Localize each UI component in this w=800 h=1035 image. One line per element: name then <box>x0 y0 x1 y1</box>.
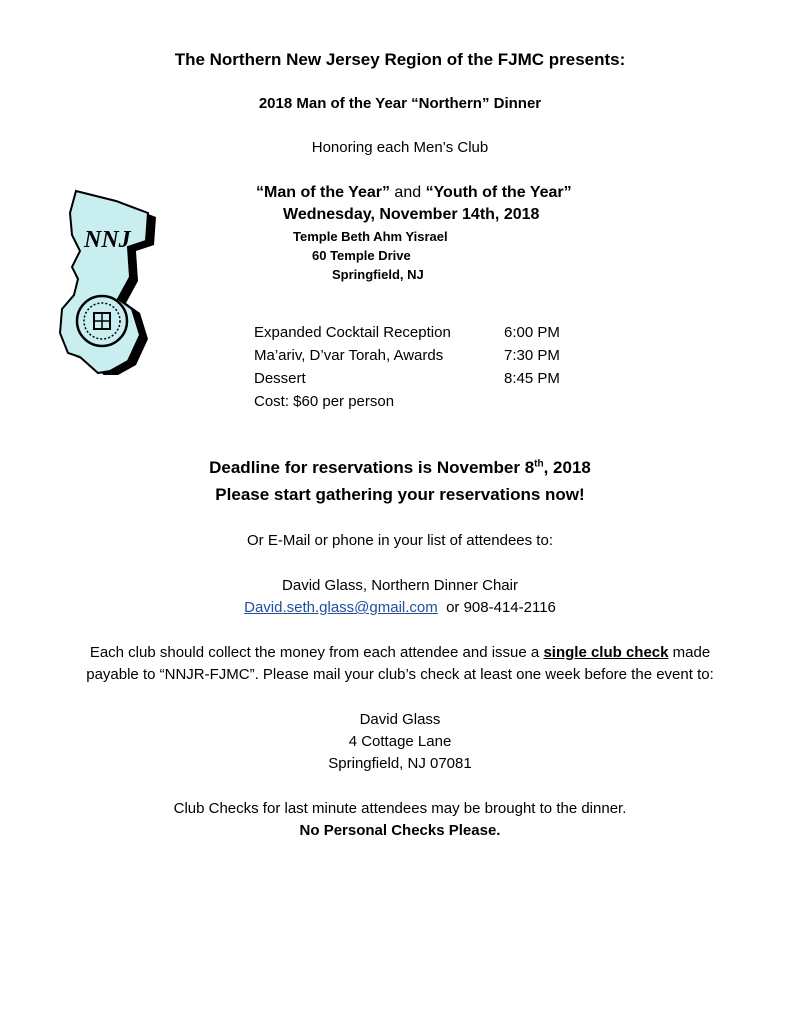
schedule-item: Expanded Cocktail Reception <box>254 324 451 341</box>
venue-city: Springfield, NJ <box>332 267 424 282</box>
payment-text: made <box>668 644 711 661</box>
contact-intro: Or E-Mail or phone in your list of attendees to: <box>247 532 553 549</box>
schedule-time: 8:45 PM <box>504 370 560 387</box>
late-checks-note: Club Checks for last minute attendees may be brought to the dinner. <box>173 800 627 817</box>
awards-line <box>256 184 572 202</box>
phone-number: or 908-414-2116 <box>437 599 556 616</box>
honoring-line: Honoring each Men’s Club <box>311 139 489 156</box>
deadline-prefix: Deadline for reservations is November 8 <box>209 458 535 477</box>
deadline-sup: th <box>534 458 544 470</box>
no-personal-checks: No Personal Checks Please. <box>299 822 501 839</box>
schedule-time: 7:30 PM <box>504 347 560 364</box>
contact-details <box>0 599 800 616</box>
payment-line-2: payable to “NNJR-FJMC”. Please mail your club’s check at least one week before the event to: <box>86 666 714 683</box>
cost-line: Cost: $60 per person <box>254 393 395 410</box>
logo-text: NNJ <box>84 227 131 253</box>
mail-street: 4 Cottage Lane <box>348 733 452 750</box>
reservation-reminder: Please start gathering your reservations now! <box>215 485 585 504</box>
event-title: 2018 Man of the Year “Northern” Dinner <box>258 95 542 112</box>
venue-street: 60 Temple Drive <box>312 248 411 263</box>
email-link[interactable]: David.seth.glass@gmail.com <box>244 599 438 616</box>
mail-name: David Glass <box>359 711 441 728</box>
award-man-of-year: “Man of the Year” <box>256 184 390 201</box>
venue-name: Temple Beth Ahm Yisrael <box>293 229 448 244</box>
schedule-item: Dessert <box>254 370 306 387</box>
deadline-line <box>0 458 800 478</box>
mail-city: Springfield, NJ 07081 <box>328 755 472 772</box>
awards-and: and <box>389 184 426 201</box>
award-youth-of-year: “Youth of the Year” <box>425 184 572 201</box>
nj-map-logo <box>50 185 162 375</box>
schedule-item: Ma’ariv, D’var Torah, Awards <box>254 347 444 364</box>
payment-line-1 <box>0 644 800 661</box>
contact-name: David Glass, Northern Dinner Chair <box>282 577 518 594</box>
schedule-time: 6:00 PM <box>504 324 560 341</box>
deadline-suffix: , 2018 <box>543 458 591 477</box>
event-date: Wednesday, November 14th, 2018 <box>283 206 540 223</box>
single-club-check: single club check <box>543 644 669 661</box>
payment-text: Each club should collect the money from each attendee and issue a <box>89 644 544 661</box>
presenter-heading: The Northern New Jersey Region of the FJMC presents: <box>174 50 626 69</box>
